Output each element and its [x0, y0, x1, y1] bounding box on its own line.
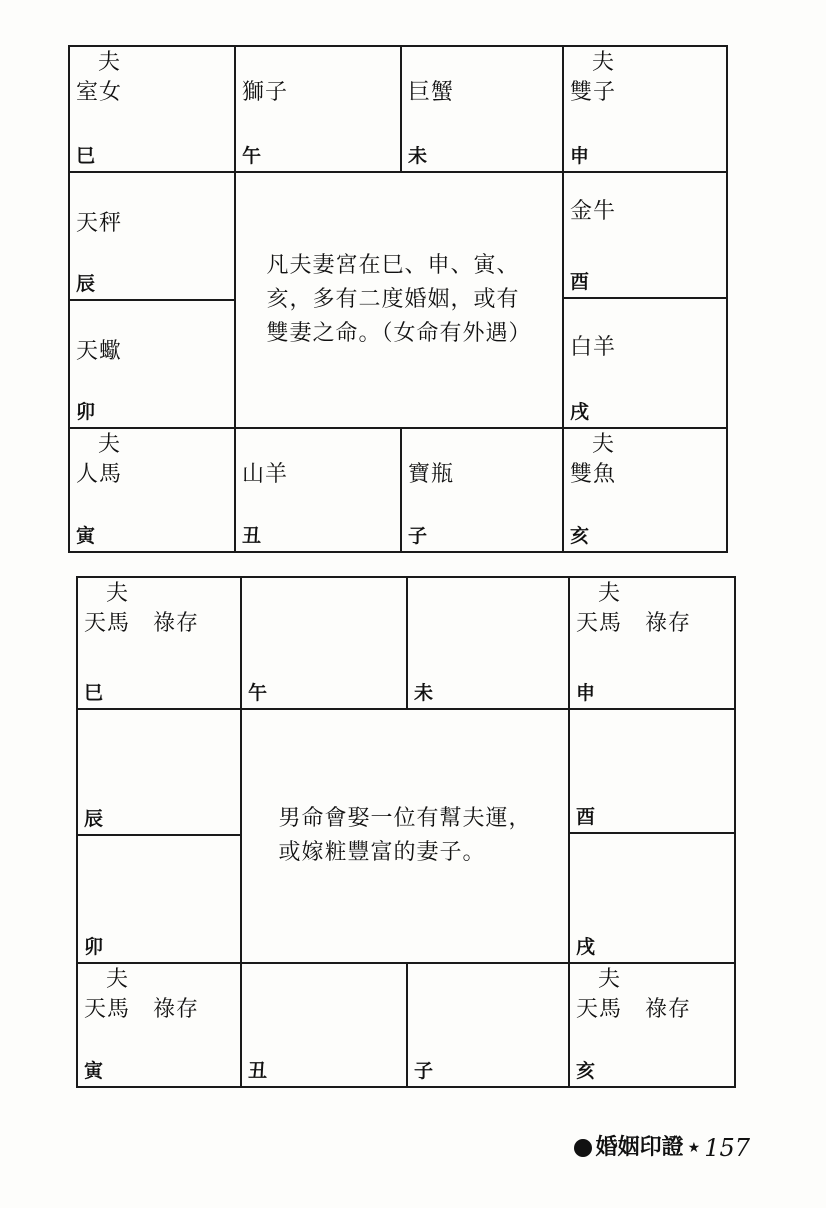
chart-note-box: [242, 710, 570, 964]
star-icon: ★: [687, 1140, 701, 1156]
book-title: 婚姻印證: [595, 1135, 684, 1160]
palace-mao: [70, 301, 236, 429]
palace-star: 獅子: [242, 80, 289, 105]
palace-wei: [408, 578, 570, 710]
palace-shen: [570, 578, 734, 710]
palace-tag: 夫: [592, 432, 616, 457]
palace-tag: 夫: [106, 967, 130, 992]
palace-tag: 夫: [598, 967, 622, 992]
palace-star: 山羊: [242, 462, 289, 487]
palace-branch: 未: [414, 682, 434, 704]
bullet-icon: [574, 1139, 592, 1157]
palace-tag: 夫: [98, 50, 122, 75]
palace-tag: 夫: [106, 581, 130, 606]
note-line: 或嫁粧豐富的妻子。: [278, 840, 486, 865]
palace-mao: [78, 836, 242, 964]
zodiac-chart-1: [68, 45, 728, 553]
palace-star: 天馬 祿存: [576, 611, 692, 636]
palace-yin: [70, 429, 236, 551]
palace-chen: [70, 173, 236, 301]
palace-star: 寶瓶: [408, 462, 455, 487]
palace-wei: [402, 47, 564, 173]
palace-branch: 申: [570, 145, 590, 167]
palace-tag: 夫: [598, 581, 622, 606]
note-line: 亥，多有二度婚姻，或有: [266, 287, 520, 312]
palace-star: 天蠍: [76, 339, 123, 364]
palace-branch: 巳: [84, 682, 104, 704]
palace-branch: 巳: [76, 145, 96, 167]
note-line: 雙妻之命。（女命有外遇）: [266, 321, 532, 346]
palace-branch: 戌: [570, 401, 590, 423]
palace-branch: 卯: [84, 936, 104, 958]
palace-shen: [564, 47, 726, 173]
palace-branch: 卯: [76, 401, 96, 423]
chart-note-box: [236, 173, 564, 429]
note-line: 男命會娶一位有幫夫運，: [278, 806, 532, 831]
zodiac-chart-2: [76, 576, 736, 1088]
palace-star: 天馬 祿存: [84, 997, 200, 1022]
palace-star: 人馬: [76, 462, 123, 487]
palace-star: 天馬 祿存: [84, 611, 200, 636]
palace-si: [70, 47, 236, 173]
palace-star: 白羊: [570, 335, 617, 360]
palace-star: 天秤: [76, 211, 123, 236]
palace-zi: [402, 429, 564, 551]
palace-wu: [242, 578, 408, 710]
palace-branch: 辰: [76, 273, 96, 295]
palace-branch: 寅: [76, 525, 96, 547]
palace-branch: 午: [248, 682, 268, 704]
palace-branch: 亥: [576, 1060, 596, 1082]
palace-tag: 夫: [98, 432, 122, 457]
palace-branch: 子: [408, 525, 428, 547]
palace-branch: 丑: [248, 1060, 268, 1082]
palace-branch: 亥: [570, 525, 590, 547]
palace-branch: 辰: [84, 808, 104, 830]
palace-branch: 申: [576, 682, 596, 704]
palace-chou: [236, 429, 402, 551]
palace-star: 雙子: [570, 80, 617, 105]
palace-star: 巨蟹: [408, 80, 455, 105]
palace-star: 雙魚: [570, 462, 617, 487]
palace-branch: 酉: [570, 271, 590, 293]
palace-hai: [570, 964, 734, 1086]
palace-branch: 丑: [242, 525, 262, 547]
chart-note: [278, 802, 531, 870]
chart-note: [266, 249, 531, 351]
palace-you: [564, 173, 726, 299]
palace-tag: 夫: [592, 50, 616, 75]
palace-hai: [564, 429, 726, 551]
palace-chou: [242, 964, 408, 1086]
palace-wu: [236, 47, 402, 173]
note-line: 凡夫妻宮在巳、申、寅、: [266, 253, 520, 278]
palace-chen: [78, 710, 242, 836]
palace-si: [78, 578, 242, 710]
palace-star: 室女: [76, 80, 123, 105]
page-footer: [574, 1134, 750, 1162]
palace-xu: [564, 299, 726, 429]
palace-star: 金牛: [570, 199, 617, 224]
palace-branch: 戌: [576, 936, 596, 958]
page-number: 157: [704, 1134, 750, 1162]
palace-yin: [78, 964, 242, 1086]
palace-branch: 未: [408, 145, 428, 167]
palace-xu: [570, 834, 734, 964]
palace-branch: 子: [414, 1060, 434, 1082]
palace-you: [570, 710, 734, 834]
palace-branch: 酉: [576, 806, 596, 828]
palace-branch: 寅: [84, 1060, 104, 1082]
palace-zi: [408, 964, 570, 1086]
palace-branch: 午: [242, 145, 262, 167]
palace-star: 天馬 祿存: [576, 997, 692, 1022]
